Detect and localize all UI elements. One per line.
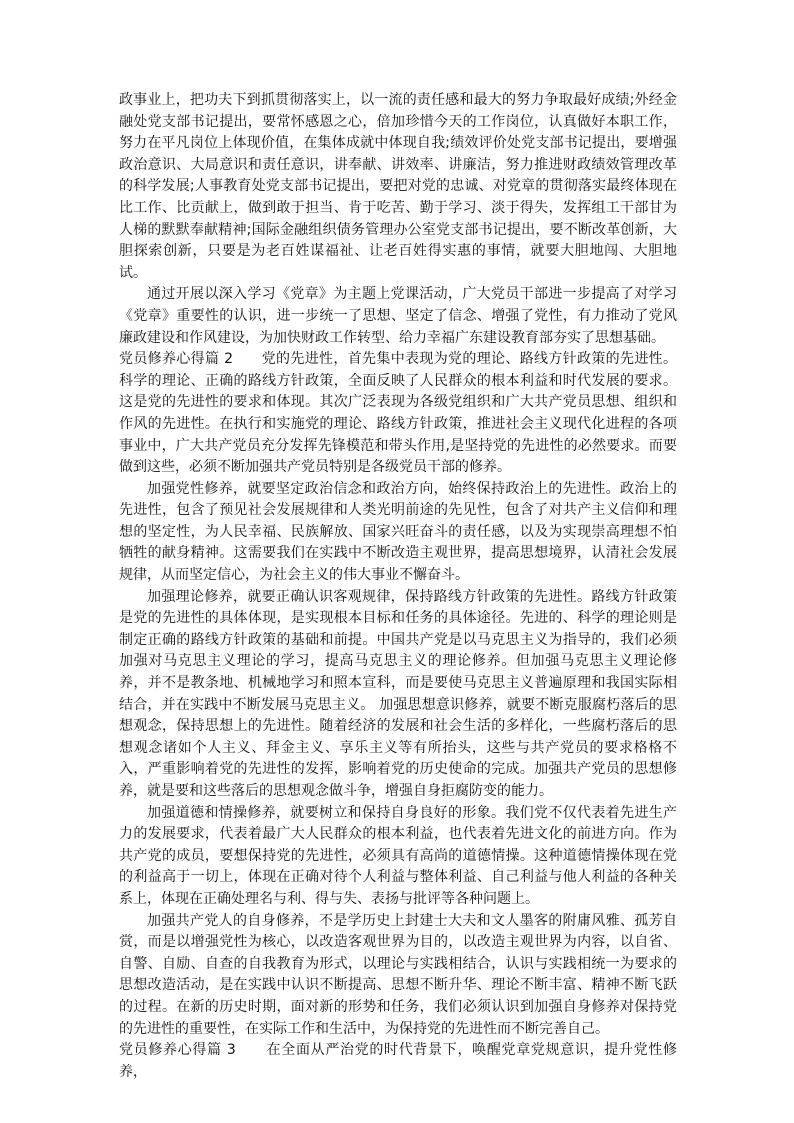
document-body [119, 90, 677, 1083]
paragraph-text: 加强共产党人的自身修养，不是学历史上封建士大夫和文人墨客的附庸风雅、孤芳自赏，而是以增强党性为核心，以改造客观世界为目的，以改造主观世界为内容，以自省、自警、自励、自查的自我教育为形式，以理论与实践相结合，认识与实践相统一为要求的思想改造活动，是在实践中认识不断提高、思想不断升华、理论不断丰富、精神不断飞跃的过程。在新的历史时期，面对新的形势和任务，我们必须认识到加强自身修养对保持党的先进性的重要性，在实际工作和生活中，为保持党的先进性而不断完善自己。 [119, 912, 677, 1037]
heading-gap [233, 351, 262, 367]
paragraph-text: 加强理论修养，就要正确认识客观规律，保持路线方针政策的先进性。路线方针政策是党的先进性的具体体现，是实现根本目标和任务的具体途径。先进的、科学的理论则是制定正确的路线方针政策的基础和前提。中国共产党是以马克思主义为指导的，我们必须加强对马克思主义理论的学习，提高马克思主义的理论修养。但加强马克思主义理论修养，并不是教条地、机械地学习和照本宣科，而是要使马克思主义普遍原理和我国实际相结合，并在实践中不断发展马克思主义。 加强思想意识修养，就要不断克服腐朽落后的思想观念，保持思想上的先进性。随着经济的发展和社会生活的多样化，一些腐朽落后的思想观念诸如个人主义、拜金主义、享乐主义等有所抬头，这些与共产党员的要求格格不入，严重影响着党的先进性的发挥，影响着党的历史使命的完成。加强共产党员的思想修养，就是要和这些落后的思想观念做斗争，增强自身拒腐防变的能力。 [119, 588, 677, 799]
paragraph-2 [119, 284, 677, 349]
paragraph-text: 政事业上，把功夫下到抓贯彻落实上，以一流的责任感和最大的努力争取最好成绩;外经金融处党支部书记提出，要常怀感恩之心，倍加珍惜今天的工作岗位，认真做好本职工作，努力在平凡岗位上体现价值，在集体成就中体现自我;绩效评价处党支部书记提出，要增强政治意识、大局意识和责任意识，讲奉献、讲效率、讲廉洁，努力推进财政绩效管理改革的科学发展;人事教育处党支部书记提出，要把对党的忠诚、对党章的贯彻落实最终体现在比工作、比贡献上，做到敢于担当、肯于吃苦、勤于学习、淡于得失，发挥组工干部甘为人梯的默默奉献精神;国际金融组织债务管理办公室党支部书记提出，要不断改革创新，大胆探索创新，只要是为老百姓谋福祉、让老百姓得实惠的事情，就要大胆地闯、大胆地试。 [119, 92, 677, 281]
paragraph-4 [119, 479, 677, 587]
paragraph-text: 党的先进性，首先集中表现为党的理论、路线方针政策的先进性。科学的理论、正确的路线方针政策，全面反映了人民群众的根本利益和时代发展的要求。这是党的先进性的要求和体现。其次广泛表现为各级党组织和广大共产党员思想、组织和作风的先进性。在执行和实施党的理论、路线方针政策，推进社会主义现代化进程的各项事业中，广大共产党员充分发挥先锋模范和带头作用,是坚持党的先进性的必然要求。而要做到这些，必须不断加强共产党员特别是各级党员干部的修养。 [119, 351, 678, 476]
paragraph-3 [119, 349, 677, 479]
paragraph-text: 加强党性修养，就要坚定政治信念和政治方向，始终保持政治上的先进性。政治上的先进性，包含了预见社会发展规律和人类光明前途的先见性，包含了对共产主义信仰和理想的坚定性，为人民幸福、民族解放、国家兴旺奋斗的责任感，以及为实现崇高理想不怕牺牲的献身精神。这需要我们在实践中不断改造主观世界，提高思想境界，认清社会发展规律，从而坚定信心，为社会主义的伟大事业不懈奋斗。 [119, 480, 677, 584]
paragraph-8 [119, 1040, 677, 1083]
paragraph-1 [119, 90, 677, 284]
section-heading: 党员修养心得篇 2 [119, 351, 234, 368]
paragraph-7 [119, 911, 677, 1041]
paragraph-5 [119, 587, 677, 803]
paragraph-text: 通过开展以深入学习《党章》为主题上党课活动，广大党员干部进一步提高了对学习《党章》重要性的认识，进一步统一了思想、坚定了信念、增强了党性，有力推动了党风廉政建设和作风建设，为加快财政工作转型、给力幸福广东建设教育部夯实了思想基础。 [119, 286, 677, 346]
paragraph-text: 加强道德和情操修养，就要树立和保持自身良好的形象。我们党不仅代表着先进生产力的发展要求，代表着最广大人民群众的根本利益，也代表着先进文化的前进方向。作为共产党的成员，要想保持党的先进性，必须具有高尚的道德情操。这种道德情操体现在党的利益高于一切上，体现在正确对待个人利益与整体利益、自己利益与他人利益的各种关系上，体现在正确处理名与利、得与失、表扬与批评等各种问题上。 [119, 804, 677, 907]
paragraph-text: 在全面从严治党的时代背景下，唤醒党章党规意识，提升党性修养， [119, 1042, 678, 1080]
paragraph-6 [119, 803, 677, 911]
heading-gap [236, 1042, 267, 1058]
section-heading: 党员修养心得篇 3 [119, 1042, 236, 1059]
